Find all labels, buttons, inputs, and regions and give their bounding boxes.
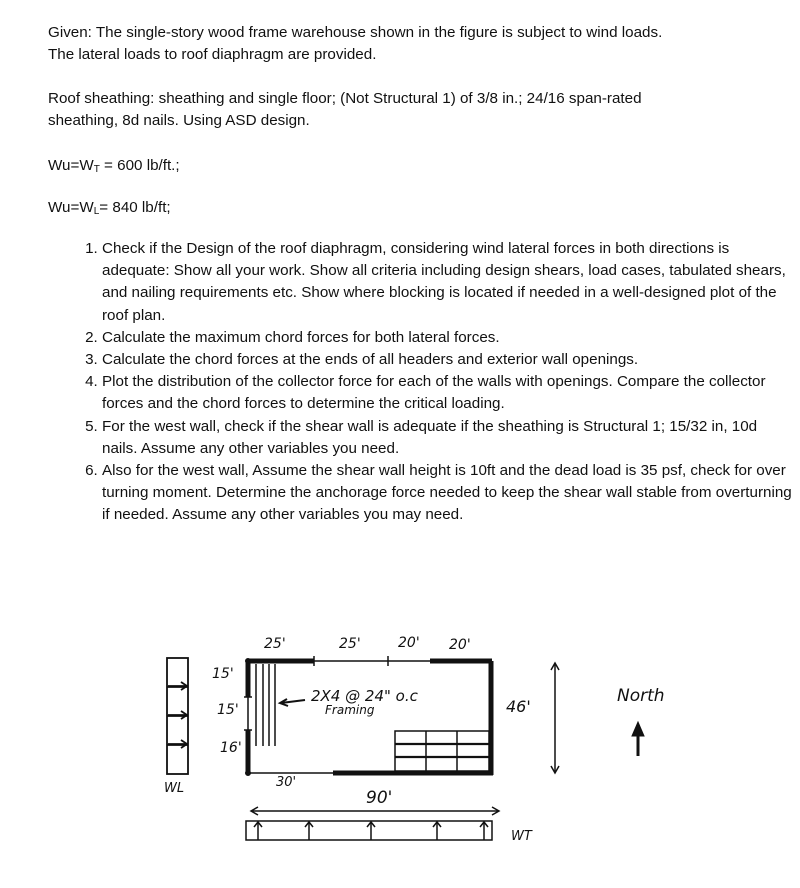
left-segment-1: 15' <box>212 666 234 682</box>
length-dimension-arrow <box>251 807 499 815</box>
top-segment-1: 25' <box>264 636 286 652</box>
north-label: North <box>617 686 665 706</box>
question-item: 4. Plot the distribution of the collector force for each of the walls with openings. Compare the collector forces and the chord forces to determine the critical loading. <box>102 371 792 415</box>
top-segment-3: 20' <box>398 635 420 651</box>
wl-load-diagram <box>167 658 188 774</box>
left-segment-3: 16' <box>220 740 242 756</box>
longitudinal-load-value: = 840 lb/ft; <box>99 199 171 216</box>
top-segment-2: 25' <box>339 636 361 652</box>
sheathing-line-1: Roof sheathing: sheathing and single floor; (Not Structural 1) of 3/8 in.; 24/16 span-rated <box>48 90 642 107</box>
bottom-opening-dimension: 30' <box>276 775 297 790</box>
wl-label: WL <box>164 781 185 796</box>
transverse-load-prefix: Wu=W <box>48 157 94 174</box>
total-width-dimension: 46' <box>506 697 531 716</box>
transverse-load-subscript: T <box>93 164 100 175</box>
question-item: 3. Calculate the chord forces at the ends of all headers and exterior wall openings. <box>102 349 792 371</box>
wt-label: WT <box>511 829 532 844</box>
question-item: 1. Check if the Design of the roof diaphragm, considering wind lateral forces in both directions is adequate: Show all your work. Show all criteria including design shears, load cases, tabulated shears, and nailing requirements etc. Show where blocking is located if needed in a well-designed plot of the roof plan. <box>102 238 792 327</box>
question-item: 2. Calculate the maximum chord forces for both lateral forces. <box>102 327 792 349</box>
left-segment-2: 15' <box>217 702 239 718</box>
longitudinal-load-prefix: Wu=W <box>48 199 94 216</box>
framing-note-line-2: Framing <box>325 703 375 717</box>
north-arrow-icon <box>632 722 644 756</box>
wt-load-diagram <box>246 821 492 840</box>
framing-leader-arrow <box>280 699 305 706</box>
sheathing-line-2: sheathing, 8d nails. Using ASD design. <box>48 112 310 129</box>
framing-note-line-1: 2X4 @ 24" o.c <box>311 687 418 705</box>
width-dimension-arrow <box>551 663 559 773</box>
given-line-2: The lateral loads to roof diaphragm are provided. <box>48 46 377 63</box>
top-segment-4: 20' <box>449 637 471 653</box>
storage-grid <box>395 731 489 771</box>
given-line-1: Given: The single-story wood frame warehouse shown in the figure is subject to wind loads. <box>48 24 663 41</box>
total-length-dimension: 90' <box>366 788 393 808</box>
transverse-load-value: = 600 lb/ft.; <box>99 157 180 174</box>
question-item: 6. Also for the west wall, Assume the shear wall height is 10ft and the dead load is 35 psf, check for over turning moment. Determine the anchorage force needed to keep the shear wall stable from overturning if needed. Assume any other variables you may need. <box>102 460 792 527</box>
framing-lines <box>256 664 275 746</box>
question-item: 5. For the west wall, check if the shear wall is adequate if the sheathing is Structural 1; 15/32 in, 10d nails. Assume any other variables you need. <box>102 416 792 460</box>
longitudinal-load-subscript: L <box>93 206 100 217</box>
